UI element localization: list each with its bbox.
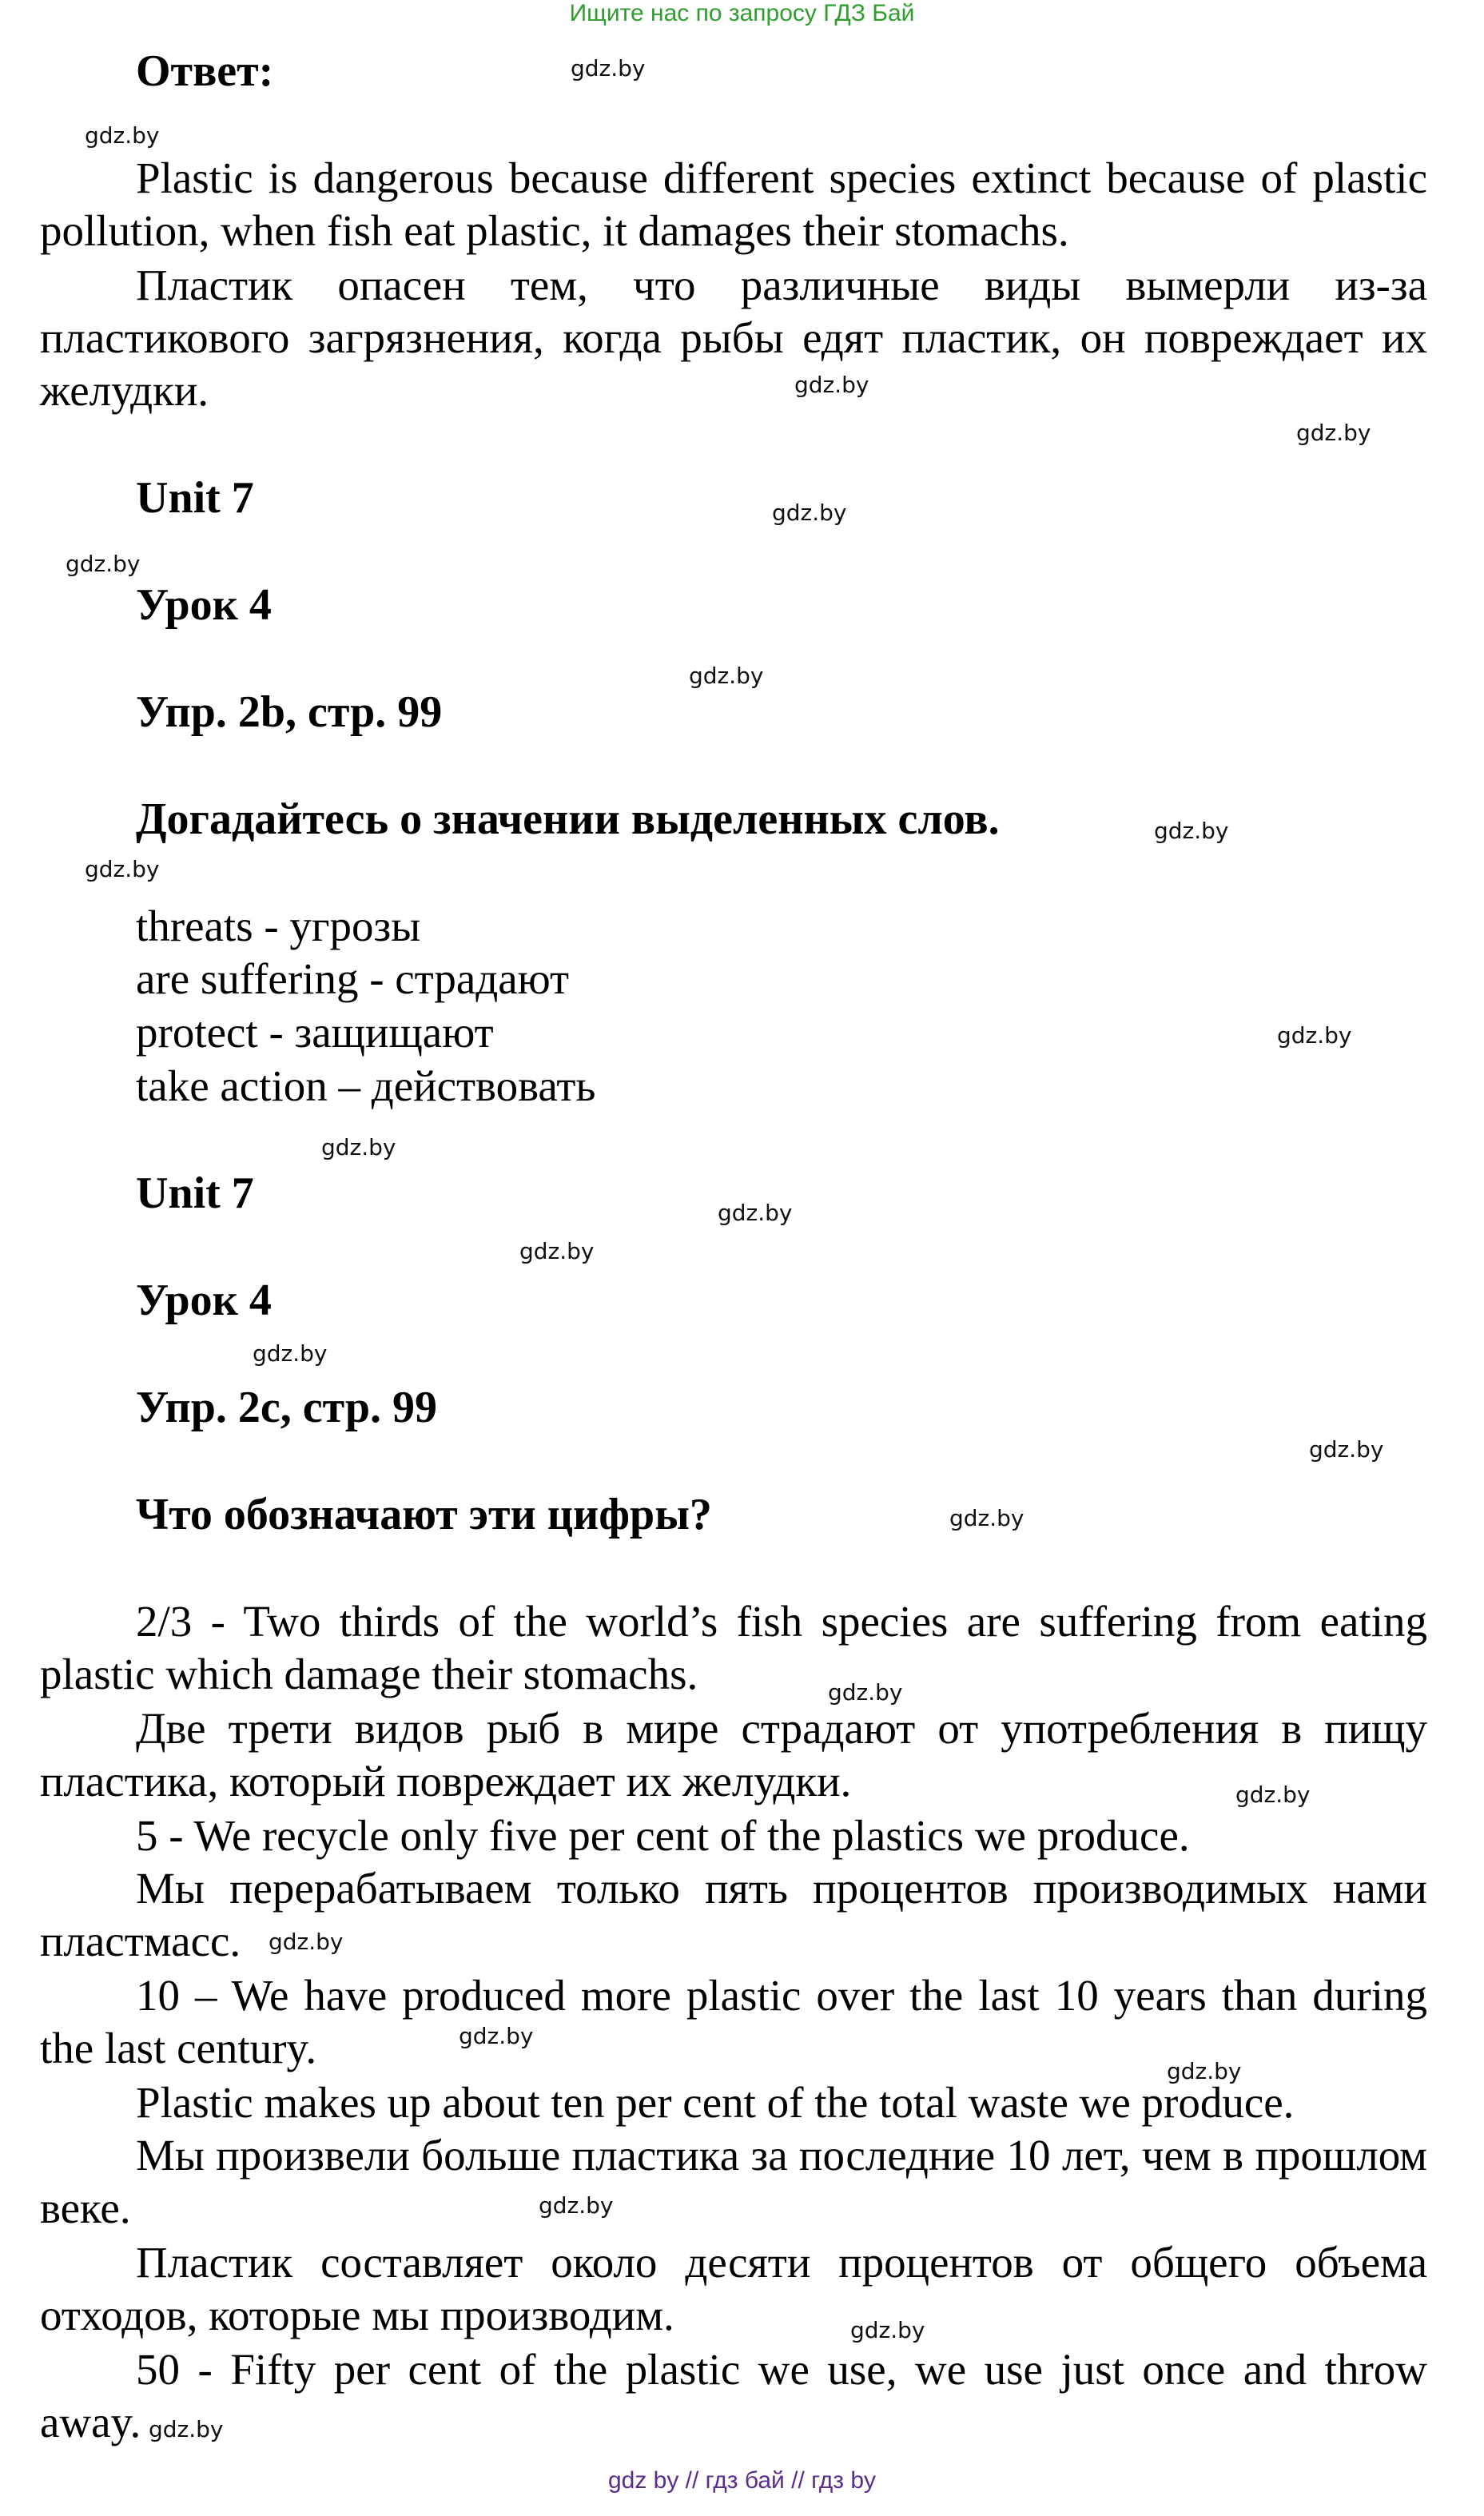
top-search-banner[interactable]: Ищите нас по запросу ГДЗ Бай — [569, 0, 915, 26]
watermark: gdz.by — [1167, 2058, 1242, 2084]
watermark: gdz.by — [269, 1929, 344, 1955]
vocab-item: protect - защищают — [136, 1008, 494, 1057]
answer-heading: Ответ: — [136, 46, 274, 96]
watermark: gdz.by — [1235, 1782, 1311, 1808]
watermark: gdz.by — [321, 1134, 396, 1160]
answer-english: Plastic is dangerous because different species extinct because of plastic pollution, when fish eat plastic, it damages their stomachs. — [40, 153, 1427, 255]
answer-paragraph: Мы перерабатываем только пять процентов производимых нами пластмасс. — [40, 1864, 1427, 1965]
answer-paragraph: Две трети видов рыб в мире страдают от употребления в пищу пластика, который повреждает их желудки. — [40, 1704, 1427, 1805]
watermark: gdz.by — [828, 1679, 903, 1706]
answer-paragraph: Plastic makes up about ten per cent of the total waste we produce. — [136, 2078, 1295, 2127]
answer-paragraph: 10 – We have produced more plastic over the last 10 years than during the last century. — [40, 1971, 1427, 2072]
watermark: gdz.by — [1309, 1436, 1384, 1463]
watermark: gdz.by — [85, 122, 160, 149]
unit-heading-1: Unit 7 — [136, 473, 254, 523]
watermark: gdz.by — [794, 372, 869, 398]
watermark: gdz.by — [253, 1340, 328, 1367]
watermark: gdz.by — [772, 500, 847, 526]
answer-paragraph: 2/3 - Two thirds of the world’s fish species are suffering from eating plastic which damage their stomachs. — [40, 1597, 1427, 1698]
watermark: gdz.by — [718, 1200, 793, 1226]
vocab-item: take action – действовать — [136, 1061, 596, 1110]
bottom-site-links[interactable]: gdz by // гдз бай // гдз by — [607, 2467, 877, 2494]
watermark: gdz.by — [85, 856, 160, 882]
watermark: gdz.by — [459, 2023, 534, 2049]
task-heading-2c: Что обозначают эти цифры? — [136, 1490, 712, 1539]
answer-paragraph: Пластик составляет около десяти процентов от общего объема отходов, которые мы производим. — [40, 2238, 1427, 2339]
watermark: gdz.by — [66, 551, 141, 577]
vocab-item: threats - угрозы — [136, 902, 421, 950]
watermark: gdz.by — [519, 1238, 595, 1264]
watermark: gdz.by — [689, 663, 764, 689]
unit-heading-2: Unit 7 — [136, 1168, 254, 1218]
exercise-heading-2b: Упр. 2b, стр. 99 — [136, 687, 443, 737]
answer-paragraph: 5 - We recycle only five per cent of the plastics we produce. — [136, 1811, 1190, 1860]
watermark: gdz.by — [1296, 420, 1371, 446]
watermark: gdz.by — [949, 1505, 1024, 1531]
vocab-item: are suffering - страдают — [136, 954, 570, 1003]
watermark: gdz.by — [1154, 818, 1229, 844]
exercise-heading-2c: Упр. 2c, стр. 99 — [136, 1383, 437, 1432]
watermark: gdz.by — [539, 2192, 614, 2219]
watermark: gdz.by — [1277, 1022, 1352, 1049]
watermark: gdz.by — [571, 55, 646, 82]
watermark: gdz.by — [149, 2416, 224, 2442]
lesson-heading-1: Урок 4 — [136, 580, 272, 630]
answer-paragraph: Мы произвели больше пластика за последние 10 лет, чем в прошлом веке. — [40, 2131, 1427, 2232]
lesson-heading-2: Урок 4 — [136, 1276, 272, 1325]
answer-russian: Пластик опасен тем, что различные виды вымерли из-за пластикового загрязнения, когда рыбы едят пластик, он повреждает их желудки. — [40, 261, 1427, 415]
answer-paragraph: 50 - Fifty per cent of the plastic we use, we use just once and throw away. — [40, 2345, 1427, 2446]
watermark: gdz.by — [850, 2317, 925, 2343]
task-heading-2b: Догадайтесь о значении выделенных слов. — [136, 794, 1000, 844]
